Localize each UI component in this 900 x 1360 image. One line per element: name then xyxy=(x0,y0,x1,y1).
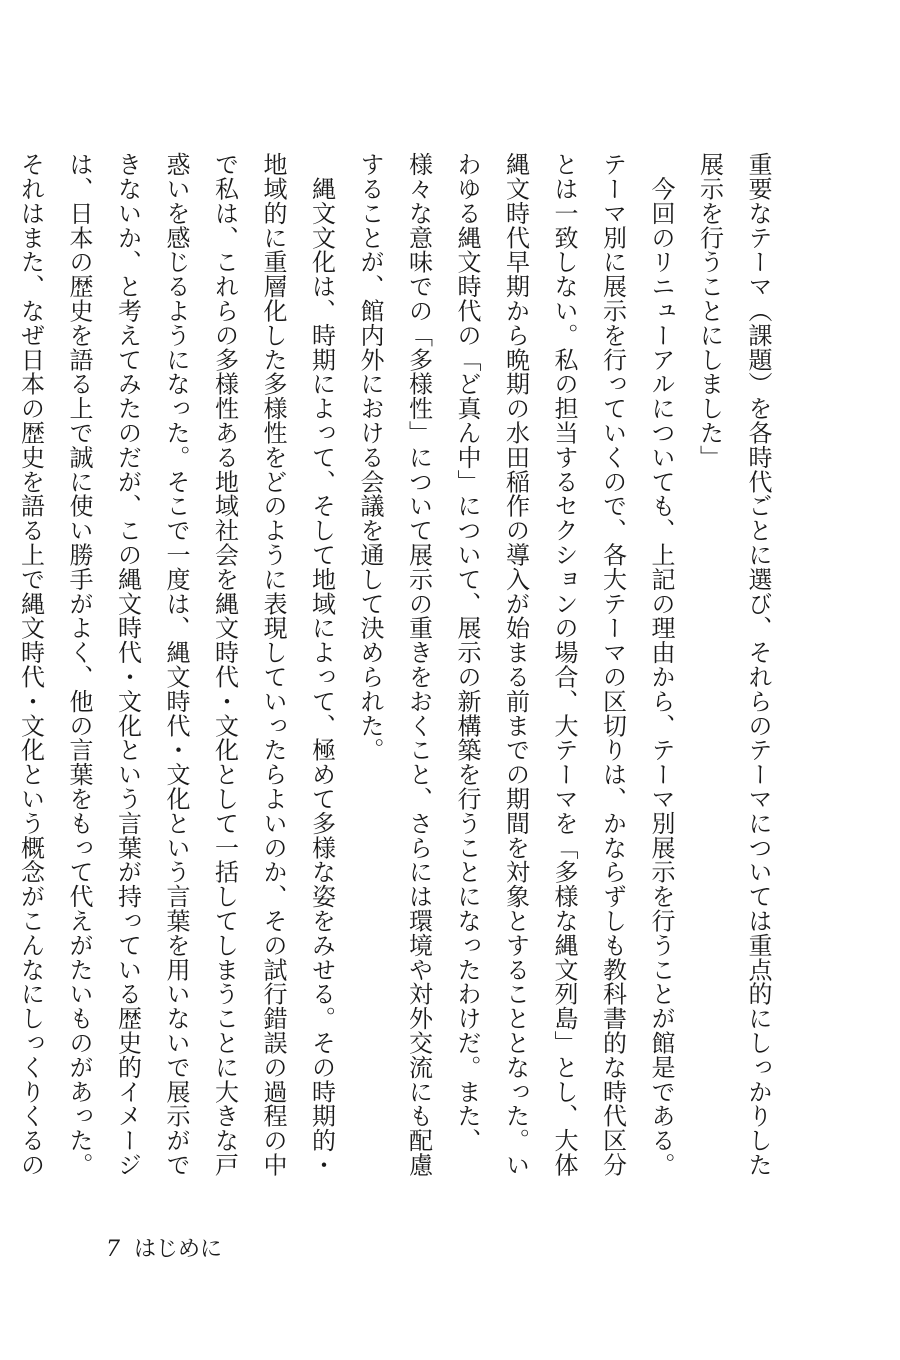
page-footer xyxy=(106,1232,222,1263)
paragraph-1: 重要なテーマ（課題）を各時代ごとに選び、それらのテーマについては重点的にしっかりした展示を行うことにしました」 xyxy=(695,152,772,1177)
section-title: はじめに xyxy=(134,1237,223,1262)
paragraph-2: 今回のリニューアルについても、上記の理由から、テーマ別展示を行うことが館是である。テーマ別に展示を行っていくので、各大テーマの区切りは、かならずしも教科書的な時代区分とは一致しない。私の担当するセクションの場合、大テーマを「多様な縄文列島」とし、大体縄文時代早期から晩期の水田稲作の導入が始まる前までの期間を対象とすることとなった。いわゆる縄文時代の「ど真ん中」について、展示の新構築を行うことになったわけだ。また、様々な意味での「多様性」について展示の重きをおくこと、さらには環境や対外交流にも配慮することが、館内外における会議を通して決められた。 xyxy=(356,152,675,1177)
vertical-text-body xyxy=(16,152,782,1192)
paragraph-3: 縄文文化は、時期によって、そして地域によって、極めて多様な姿をみせる。その時期的・地域的に重層化した多様性をどのように表現していったらよいのか、その試行錯誤の過程の中で私は、これらの多様性ある地域社会を縄文時代・文化として一括してしまうことに大きな戸惑いを感じるようになった。そこで一度は、縄文時代・文化という言葉を用いないで展示ができないか、と考えてみたのだが、この縄文時代・文化という言葉が持っている歴史的イメージは、日本の歴史を語る上で誠に使い勝手がよく、他の言葉をもって代えがたいものがあった。それはまた、なぜ日本の歴史を語る上で縄文時代・文化という概念がこんなにしっくりくるの xyxy=(16,152,336,1177)
page-number: 7 xyxy=(106,1237,120,1262)
